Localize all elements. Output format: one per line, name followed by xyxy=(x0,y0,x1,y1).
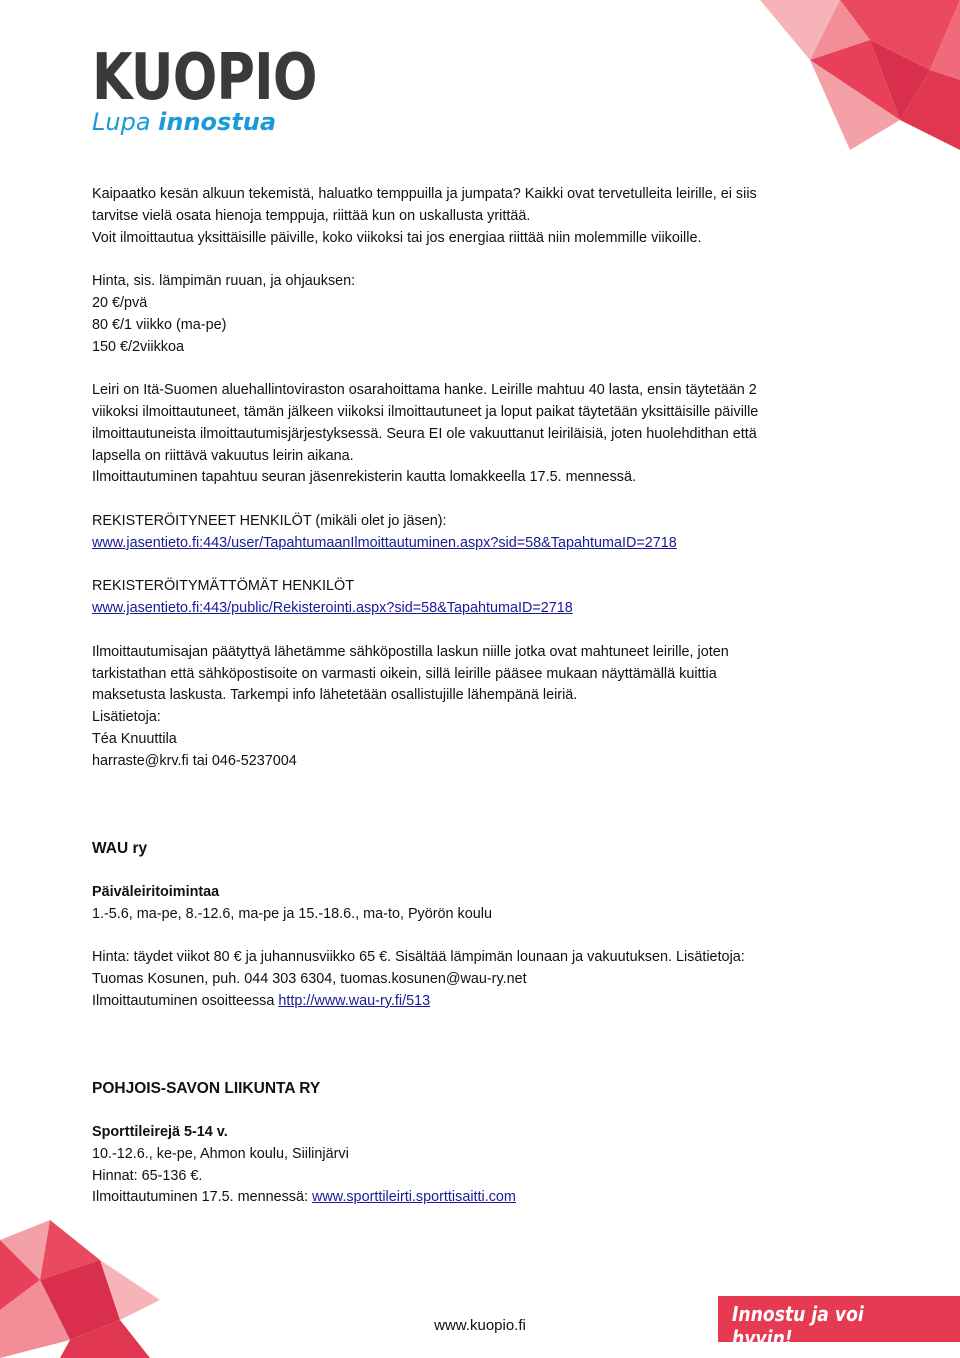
intro-line-3: Voit ilmoittautua yksittäisille päiville, koko viikoksi tai jos energiaa riittää niin molemmille viikoille. xyxy=(92,229,702,246)
camp-info-line-4: lapsella on riittävä vakuutus leirin aikana. xyxy=(92,447,354,464)
kuopio-logo-text: KUOPIO xyxy=(92,41,317,115)
psl-subtitle: Sporttileirejä 5-14 v. xyxy=(92,1124,228,1141)
psl-reg-prefix: Ilmoittautuminen 17.5. mennessä: xyxy=(92,1189,312,1206)
pricing-heading: Hinta, sis. lämpimän ruuan, ja ohjauksen: xyxy=(92,273,356,290)
tagline-bold: innostua xyxy=(158,108,277,136)
wau-registration-line xyxy=(92,991,882,1013)
decorative-polygons-bottom xyxy=(0,1220,160,1358)
psl-registration-link[interactable]: www.sporttileirti.sporttisaitti.com xyxy=(311,1189,516,1206)
price-item: 150 €/2viikkoa xyxy=(92,338,185,355)
document-body xyxy=(92,184,882,1209)
tagline-light: Lupa xyxy=(92,108,159,136)
unregistered-label: REKISTERÖITYMÄTTÖMÄT HENKILÖT xyxy=(92,578,354,595)
psl-registration-line xyxy=(92,1187,882,1209)
psl-title: POHJOIS-SAVON LIIKUNTA RY xyxy=(92,1080,321,1098)
decorative-polygons-top xyxy=(700,0,960,160)
wau-price-line: Hinta: täydet viikot 80 € ja juhannusviikko 65 €. Sisältää lämpimän lounaan ja vakuutuksen. Lisätietoja: xyxy=(92,949,745,966)
wau-registration-link[interactable]: http://www.wau-ry.fi/513 xyxy=(278,992,431,1009)
wau-subtitle: Päiväleiritoimintaa xyxy=(92,883,220,900)
psl-prices: Hinnat: 65-136 €. xyxy=(92,1167,203,1184)
after-line-4: Lisätietoja: xyxy=(92,709,161,726)
psl-dates: 10.-12.6., ke-pe, Ahmon koulu, Siilinjärvi xyxy=(92,1145,349,1162)
footer-url: www.kuopio.fi xyxy=(434,1317,526,1334)
camp-info-line-2: viikoksi ilmoittautuneet, tämän jälkeen viikoksi ilmoittautuneet ja loput paikat täytetään yksittäisille päiville xyxy=(92,403,759,420)
contact-email-phone: harraste@krv.fi tai 046-5237004 xyxy=(92,752,297,769)
camp-info-line-5: Ilmoittautuminen tapahtuu seuran jäsenrekisterin kautta lomakkeella 17.5. mennessä. xyxy=(92,469,636,486)
intro-line-1: Kaipaatko kesän alkuun tekemistä, haluatko temppuilla ja jumpata? Kaikki ovat tervetulleita leirille, ei siis xyxy=(92,186,757,202)
camp-info-line-1: Leiri on Itä-Suomen aluehallintoviraston osarahoittama hanke. Leirille mahtuu 40 lasta, ensin täytetään 2 xyxy=(92,382,757,399)
wau-contact-line: Tuomas Kosunen, puh. 044 303 6304, tuomas.kosunen@wau-ry.net xyxy=(92,971,527,988)
after-line-1: Ilmoittautumisajan päätyttyä lähetämme sähköpostilla laskun niille jotka ovat mahtuneet leirille, joten xyxy=(92,643,729,660)
contact-name: Téa Knuuttila xyxy=(92,730,177,747)
camp-info-line-3: ilmoittautuneista ilmoittautumisjärjestyksessä. Seura EI ole vakuuttanut leiriläisiä, joten huolehdithan että xyxy=(92,425,757,442)
wau-title: WAU ry xyxy=(92,840,148,858)
unregistered-link[interactable]: www.jasentieto.fi:443/public/Rekisterointi.aspx?sid=58&TapahtumaID=2718 xyxy=(92,600,573,617)
registered-link[interactable]: www.jasentieto.fi:443/user/TapahtumaanIlmoittautuminen.aspx?sid=58&TapahtumaID=2718 xyxy=(92,534,677,551)
registered-label: REKISTERÖITYNEET HENKILÖT (mikäli olet jo jäsen): xyxy=(92,512,447,529)
after-line-3: maksetusta laskusta. Tarkempi info lähetetään osallistujille lähempänä leiriä. xyxy=(92,687,578,704)
after-line-2: tarkistathan että sähköpostisoite on varmasti oikein, sillä leirille pääsee mukaan näyttämällä kuittia xyxy=(92,665,717,682)
price-item: 20 €/pvä xyxy=(92,294,148,311)
slogan-text: Innostu ja voi hyvin! xyxy=(732,1302,864,1350)
price-item: 80 €/1 viikko (ma-pe) xyxy=(92,316,227,333)
wau-reg-prefix: Ilmoittautuminen osoitteessa xyxy=(92,992,279,1009)
kuopio-logo-tagline xyxy=(92,108,276,136)
wau-dates: 1.-5.6, ma-pe, 8.-12.6, ma-pe ja 15.-18.6., ma-to, Pyörön koulu xyxy=(92,905,492,922)
intro-line-2: tarvitse vielä osata hienoja temppuja, riittää kun on uskallusta yrittää. xyxy=(92,207,531,224)
